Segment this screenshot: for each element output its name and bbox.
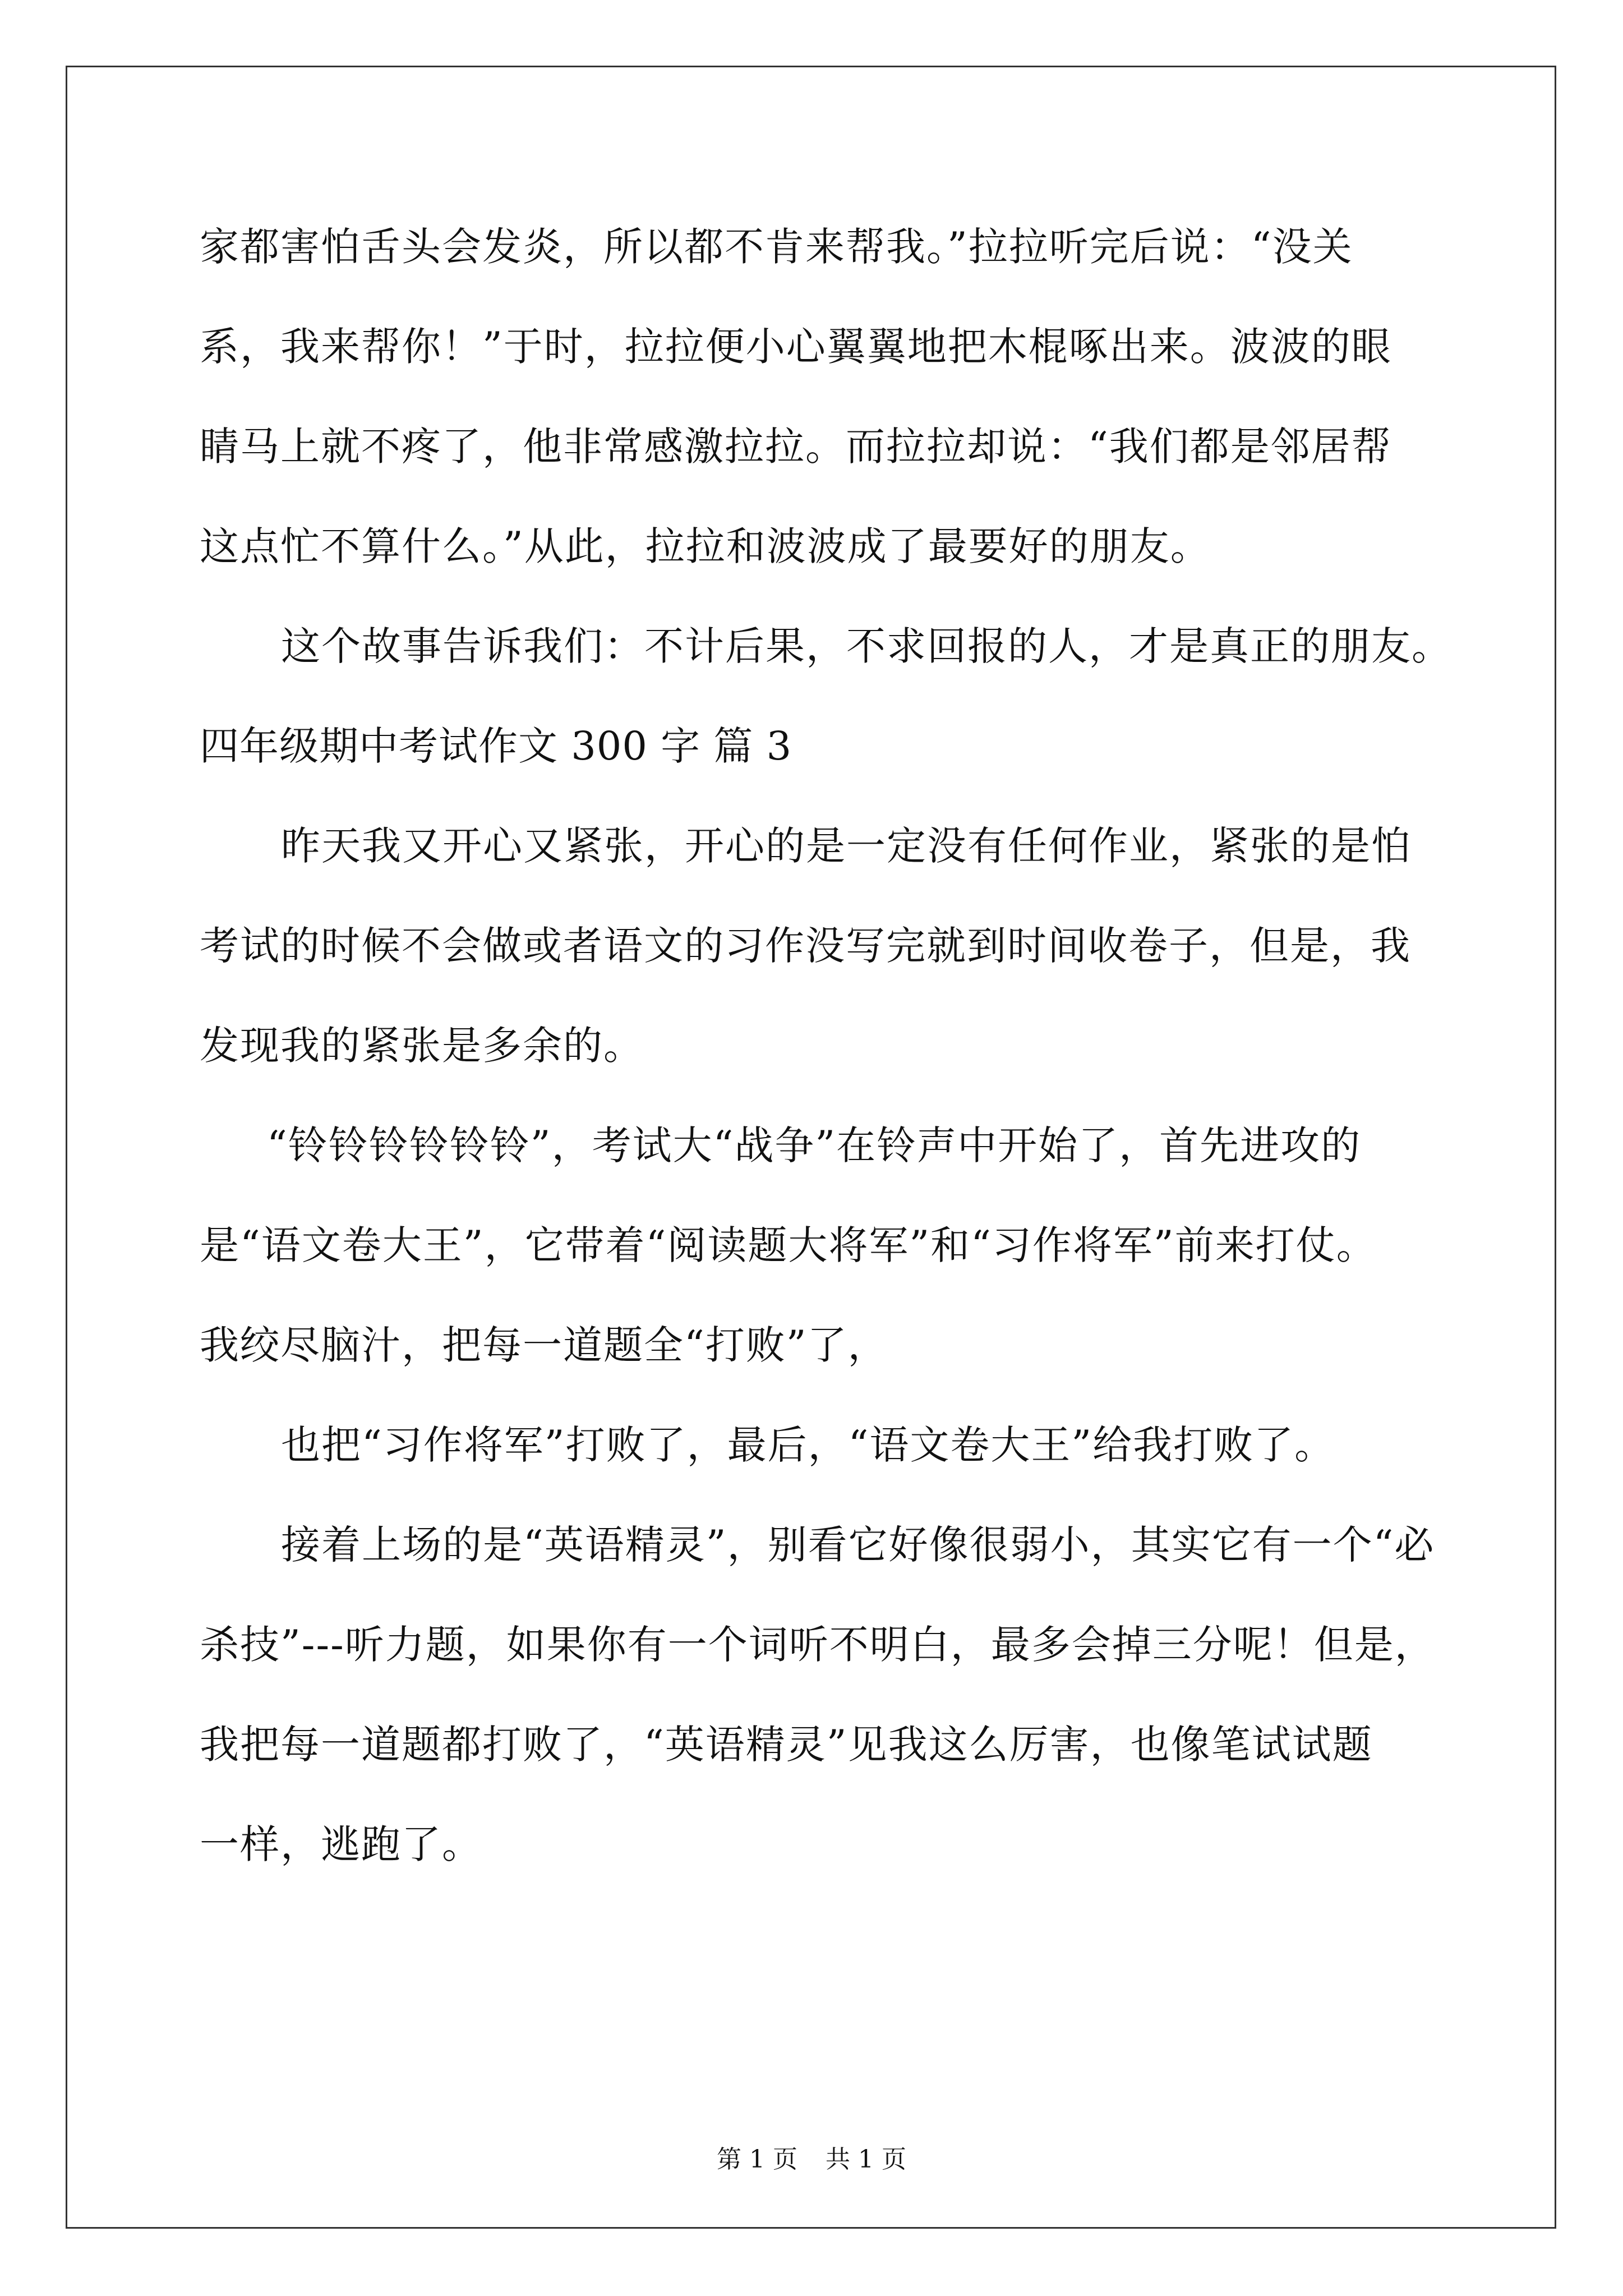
paragraph-line: 我把每一道题都打败了，“英语精灵”见我这么厉害，也像笔试试题 xyxy=(200,1722,1373,1768)
paragraph-line: 接着上场的是“英语精灵”，别看它好像很弱小，其实它有一个“必 xyxy=(281,1522,1435,1568)
paragraph-line: 考试的时候不会做或者语文的习作没写完就到时间收卷子，但是，我 xyxy=(200,923,1411,969)
paragraph-line: “铃铃铃铃铃铃”，考试大“战争”在铃声中开始了，首先进攻的 xyxy=(267,1122,1362,1168)
paragraph-line: 发现我的紧张是多余的。 xyxy=(200,1023,644,1069)
paragraph-line: 这个故事告诉我们：不计后果，不求回报的人，才是真正的朋友。 xyxy=(281,623,1452,669)
paragraph-line: 系，我来帮你！”于时，拉拉便小心翼翼地把木棍啄出来。波波的眼 xyxy=(200,324,1392,370)
paragraph-line: 也把“习作将军”打败了，最后，“语文卷大王”给我打败了。 xyxy=(281,1422,1335,1468)
paragraph-line: 昨天我又开心又紧张，开心的是一定没有任何作业，紧张的是怕 xyxy=(281,823,1412,869)
paragraph-line: 我绞尽脑汁，把每一道题全“打败”了， xyxy=(200,1322,888,1368)
paragraph-line: 睛马上就不疼了，他非常感激拉拉。而拉拉却说：“我们都是邻居帮 xyxy=(200,424,1392,470)
section-heading: 四年级期中考试作文 300 字 篇 3 xyxy=(200,723,792,769)
paragraph-line: 杀技”---听力题，如果你有一个词听不明白，最多会掉三分呢！但是， xyxy=(200,1622,1435,1668)
paragraph-line: 家都害怕舌头会发炎，所以都不肯来帮我。”拉拉听完后说：“没关 xyxy=(200,224,1353,270)
page-footer xyxy=(0,2143,1623,2177)
page-total: 共 1 页 xyxy=(826,2145,906,2174)
paragraph-line: 是“语文卷大王”，它带着“阅读题大将军”和“习作将军”前来打仗。 xyxy=(200,1222,1377,1268)
paragraph-line: 一样，逃跑了。 xyxy=(200,1821,482,1867)
page-number: 第 1 页 xyxy=(717,2145,797,2174)
paragraph-line: 这点忙不算什么。”从此，拉拉和波波成了最要好的朋友。 xyxy=(200,523,1211,569)
